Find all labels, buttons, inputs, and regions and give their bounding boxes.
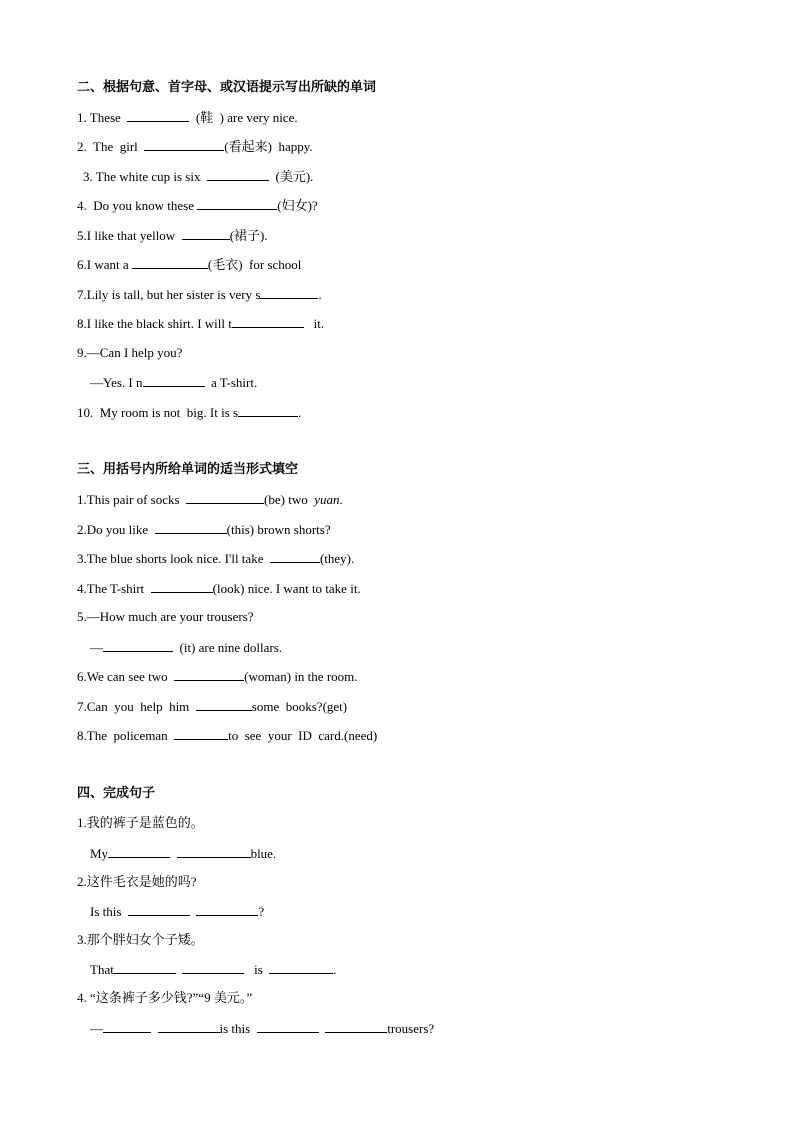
s4-q2-end: ?	[258, 904, 265, 919]
answer-blank[interactable]	[144, 138, 224, 151]
answer-blank[interactable]	[127, 109, 189, 122]
section4-heading: 四、完成句子	[77, 786, 156, 801]
answer-blank[interactable]	[132, 256, 208, 269]
s4-q3-period: .	[333, 962, 337, 977]
s2-q1-text: 1. These	[77, 110, 121, 125]
s3-q7	[77, 698, 347, 715]
s2-q1-hint: (鞋 ) are very nice.	[195, 110, 298, 125]
s2-q2-hint: (看起来) happy.	[224, 139, 313, 154]
s3-q1-text: 1.This pair of socks	[77, 492, 180, 507]
s4-q4-mid: is this	[219, 1021, 251, 1036]
s3-q5-reply	[90, 639, 282, 656]
s2-q7-period: .	[318, 287, 322, 302]
answer-blank[interactable]	[325, 1020, 387, 1033]
s3-q7-hint: some books?(get)	[251, 699, 348, 714]
answer-blank[interactable]	[260, 286, 318, 299]
s2-q8-end: it.	[313, 316, 325, 331]
answer-blank[interactable]	[103, 639, 173, 652]
s2-q6-hint: (毛衣) for school	[207, 257, 302, 272]
s3-q1-yuan: yuan	[314, 492, 340, 507]
s2-q9-end: a T-shirt.	[211, 375, 258, 390]
s4-q1-answer	[90, 845, 276, 862]
s2-q2	[77, 138, 313, 155]
s2-q3-hint: (美元).	[275, 169, 314, 184]
answer-blank[interactable]	[257, 1020, 319, 1033]
s2-q6	[77, 256, 301, 273]
s2-q4-hint: (妇女)?	[277, 198, 318, 213]
s3-q2-hint: (this) brown shorts?	[226, 522, 331, 537]
s2-q10-text: 10. My room is not big. It is s	[77, 405, 239, 420]
s4-q3-answer	[90, 961, 337, 978]
s3-q3-hint: (they).	[319, 551, 355, 566]
s3-q2-text: 2.Do you like	[77, 522, 149, 537]
s2-q3-text: 3. The white cup is six	[83, 169, 201, 184]
s3-q5-dash: —	[90, 640, 103, 655]
answer-blank[interactable]	[182, 227, 230, 240]
s3-q6	[77, 668, 358, 685]
s3-q4-text: 4.The T-shirt	[77, 581, 145, 596]
s4-q1-my: My	[90, 846, 109, 861]
s4-q1-prompt: 1.我的裤子是蓝色的。	[77, 815, 204, 830]
s3-q6-hint: (woman) in the room.	[244, 669, 358, 684]
s2-q1	[77, 109, 298, 126]
s3-q1-period: .	[339, 492, 343, 507]
answer-blank[interactable]	[182, 961, 244, 974]
s4-q4-end: trousers?	[387, 1021, 435, 1036]
s2-q10-period: .	[298, 405, 302, 420]
s3-q2	[77, 521, 331, 538]
s3-q6-text: 6.We can see two	[77, 669, 168, 684]
s4-q3-start: That	[90, 962, 114, 977]
answer-blank[interactable]	[155, 521, 227, 534]
s2-q7-text: 7.Lily is tall, but her sister is very s	[77, 287, 261, 302]
answer-blank[interactable]	[151, 580, 213, 593]
answer-blank[interactable]	[207, 168, 269, 181]
s3-q1-hint: (be) two	[264, 492, 308, 507]
answer-blank[interactable]	[177, 845, 251, 858]
s4-q2-answer	[90, 903, 264, 920]
s2-q3	[83, 168, 313, 185]
s4-q4-prompt: 4. “这条裤子多少钱?”“9 美元。”	[77, 990, 253, 1005]
answer-blank[interactable]	[108, 845, 170, 858]
s3-q4	[77, 580, 361, 597]
s4-q3-is: is	[254, 962, 263, 977]
s4-q4-answer	[90, 1020, 434, 1037]
s3-q8-hint: to see your ID card.(need)	[228, 728, 378, 743]
s3-q1	[77, 491, 343, 508]
answer-blank[interactable]	[114, 961, 176, 974]
s2-q7	[77, 286, 322, 303]
answer-blank[interactable]	[196, 903, 258, 916]
answer-blank[interactable]	[270, 550, 320, 563]
s2-q5-hint: (裙子).	[229, 228, 268, 243]
section3-heading: 三、用括号内所给单词的适当形式填空	[77, 462, 299, 477]
s2-q5-text: 5.I like that yellow	[77, 228, 176, 243]
s2-q9-reply-text: —Yes. I n	[90, 375, 143, 390]
s3-q4-hint: (look) nice. I want to take it.	[212, 581, 361, 596]
s2-q8	[77, 315, 324, 332]
answer-blank[interactable]	[174, 727, 228, 740]
s2-q9: 9.—Can I help you?	[77, 345, 183, 360]
s2-q5	[77, 227, 268, 244]
answer-blank[interactable]	[232, 315, 304, 328]
s2-q10	[77, 404, 301, 421]
answer-blank[interactable]	[103, 1020, 151, 1033]
s4-q1-end: blue.	[250, 846, 277, 861]
answer-blank[interactable]	[174, 668, 244, 681]
answer-blank[interactable]	[269, 961, 333, 974]
s3-q5: 5.—How much are your trousers?	[77, 609, 254, 624]
s2-q9-reply	[90, 374, 257, 391]
s3-q5-hint: (it) are nine dollars.	[179, 640, 283, 655]
s3-q3-text: 3.The blue shorts look nice. I'll take	[77, 551, 264, 566]
s3-q7-text: 7.Can you help him	[77, 699, 190, 714]
s4-q2-prompt: 2.这件毛衣是她的吗?	[77, 874, 197, 889]
answer-blank[interactable]	[143, 374, 205, 387]
s4-q2-start: Is this	[90, 904, 122, 919]
s3-q3	[77, 550, 354, 567]
answer-blank[interactable]	[158, 1020, 220, 1033]
answer-blank[interactable]	[238, 404, 298, 417]
answer-blank[interactable]	[128, 903, 190, 916]
s2-q4-text: 4. Do you know these	[77, 198, 194, 213]
answer-blank[interactable]	[196, 698, 252, 711]
s2-q4	[77, 197, 318, 214]
s4-q3-prompt: 3.那个胖妇女个子矮。	[77, 932, 204, 947]
s3-q8	[77, 727, 377, 744]
s4-q4-dash: —	[90, 1021, 103, 1036]
s2-q6-text: 6.I want a	[77, 257, 129, 272]
s2-q2-text: 2. The girl	[77, 139, 138, 154]
answer-blank[interactable]	[197, 197, 277, 210]
s2-q8-text: 8.I like the black shirt. I will t	[77, 316, 232, 331]
section2-heading: 二、根据句意、首字母、或汉语提示写出所缺的单词	[77, 80, 377, 95]
s3-q8-text: 8.The policeman	[77, 728, 168, 743]
answer-blank[interactable]	[186, 491, 264, 504]
